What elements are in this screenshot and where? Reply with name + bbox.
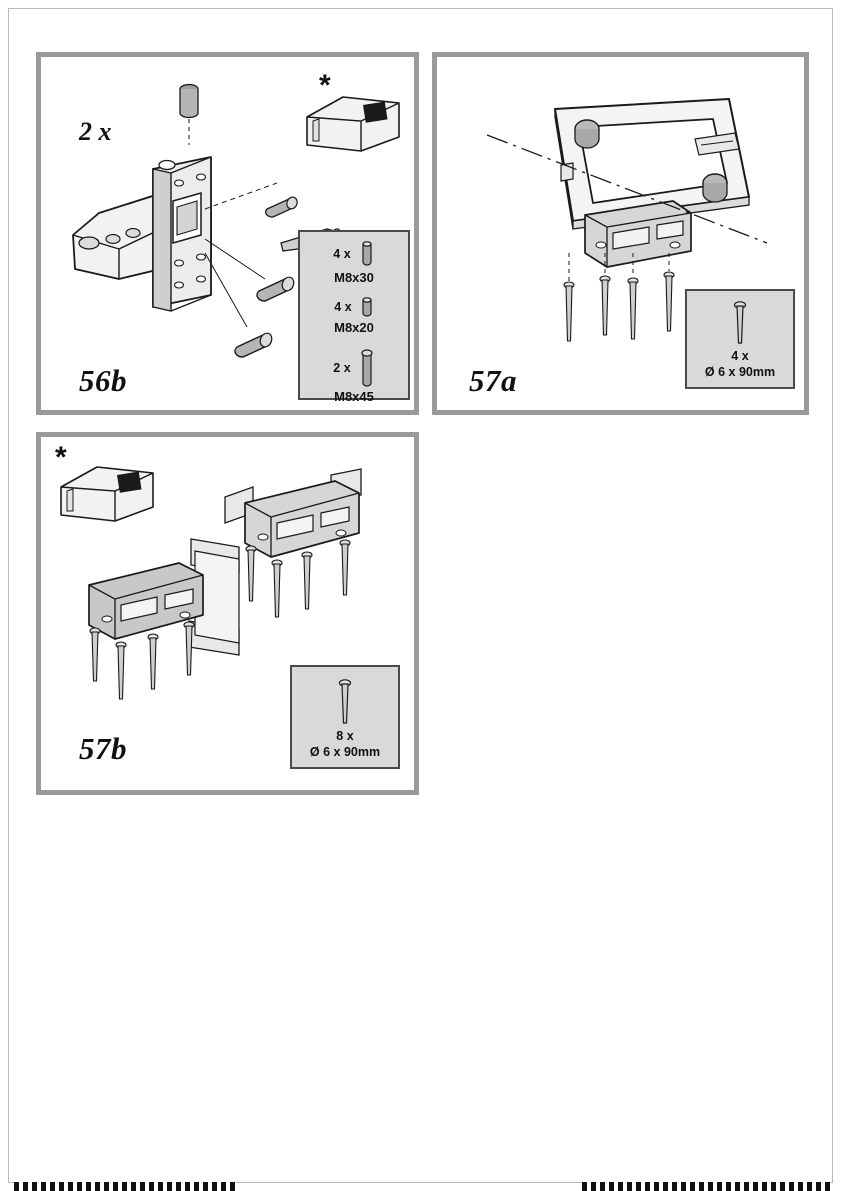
panel-step-57b bbox=[36, 432, 419, 795]
legend-name-57b: Ø 6 x 90mm bbox=[309, 744, 381, 759]
legend-name-2: M8x20 bbox=[334, 320, 374, 335]
legend-qty-1: 4 x bbox=[333, 247, 351, 261]
legend-name-3: M8x45 bbox=[334, 389, 374, 404]
asterisk-marker-57b: * bbox=[55, 441, 67, 474]
legend-qty-57b: 8 x bbox=[336, 729, 354, 743]
legend-box-57a bbox=[685, 289, 795, 389]
quantity-label-56b: 2 x bbox=[79, 117, 112, 146]
footer-barcode-left bbox=[14, 1182, 236, 1191]
legend-qty-3: 2 x bbox=[333, 361, 351, 375]
screw-icon bbox=[732, 299, 748, 347]
legend-qty-57a: 4 x bbox=[731, 349, 749, 363]
step-label-56b: 56b bbox=[79, 363, 127, 398]
footer-barcode-right bbox=[582, 1182, 830, 1191]
screw-icon-57b bbox=[337, 677, 353, 727]
legend-name-1: M8x30 bbox=[334, 270, 374, 285]
panel-step-57a bbox=[432, 52, 809, 415]
leader-lines bbox=[191, 167, 301, 337]
bolt-shorter-icon bbox=[360, 296, 374, 318]
sleeve-m8x20-top-icon bbox=[169, 79, 209, 149]
connector-block-icon-57b bbox=[53, 459, 161, 529]
step-label-57a: 57a bbox=[469, 363, 517, 398]
asterisk-marker: * bbox=[319, 69, 331, 102]
legend-box-56b bbox=[298, 230, 410, 404]
legend-name-57a: Ø 6 x 90mm bbox=[704, 364, 776, 379]
legend-box-57b bbox=[290, 665, 400, 769]
bolt-short-icon bbox=[359, 240, 375, 268]
panel-step-56b bbox=[36, 52, 419, 415]
legend-qty-2: 4 x bbox=[334, 300, 352, 314]
bolt-long-icon bbox=[359, 347, 375, 389]
step-label-57b: 57b bbox=[79, 731, 127, 766]
